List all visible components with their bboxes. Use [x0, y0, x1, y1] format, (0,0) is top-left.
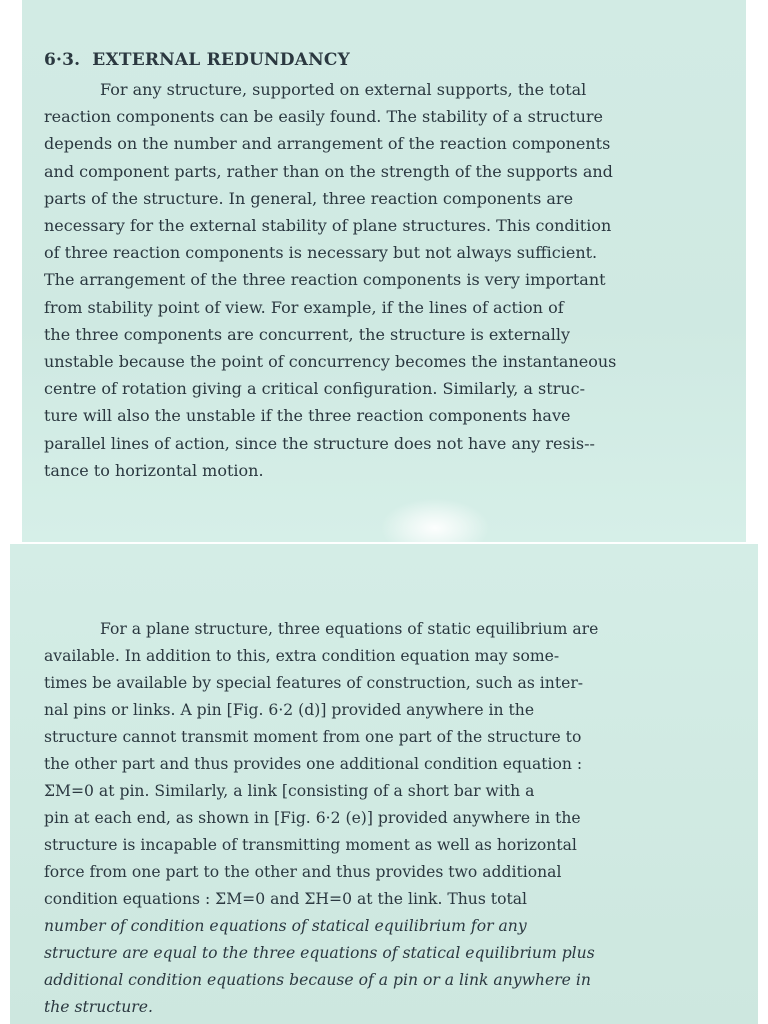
text-line: unstable because the point of concurrency becomes the instantaneous [44, 352, 617, 372]
text-line: available. In addition to this, extra condition equation may some- [44, 647, 560, 665]
text-line: nal pins or links. A pin [Fig. 6·2 (d)] provided anywhere in the [44, 701, 535, 719]
section-title: EXTERNAL REDUNDANCY [92, 50, 350, 70]
text-line: condition equations : ΣM=0 and ΣH=0 at the link. Thus total [44, 890, 528, 908]
text-line: For any structure, supported on external supports, the total [100, 80, 587, 99]
text-line: number of condition equations of statical equilibrium for any [44, 917, 527, 935]
text-line: the other part and thus provides one additional condition equation : [44, 755, 583, 773]
text-line: ture will also the unstable if the three reaction components have [44, 406, 571, 426]
text-line: pin at each end, as shown in [Fig. 6·2 (e)] provided anywhere in the [44, 809, 581, 827]
text-line: The arrangement of the three reaction components is very important [44, 270, 606, 290]
text-line: necessary for the external stability of plane structures. This condition [44, 216, 612, 236]
text-line: times be available by special features of construction, such as inter- [44, 674, 584, 692]
text-line: depends on the number and arrangement of the reaction components [44, 134, 611, 154]
text-line: structure cannot transmit moment from one part of the structure to [44, 728, 582, 746]
text-line: tance to horizontal motion. [44, 460, 264, 480]
text-line: parallel lines of action, since the structure does not have any resis-- [44, 433, 595, 453]
text-line: parts of the structure. In general, three reaction components are [44, 188, 574, 208]
text-line: reaction components can be easily found. The stability of a structure [44, 107, 604, 127]
text-line: of three reaction components is necessary but not always sufficient. [44, 243, 598, 263]
paragraph-external-redundancy [44, 76, 726, 484]
text-line: and component parts, rather than on the strength of the supports and [44, 161, 613, 181]
text-line: centre of rotation giving a critical configuration. Similarly, a struc- [44, 379, 585, 399]
text-line: structure are equal to the three equations of statical equilibrium plus [44, 944, 595, 962]
bottom-page-photo [10, 544, 758, 1024]
text-line: the structure. [44, 998, 153, 1016]
text-line: ΣM=0 at pin. Similarly, a link [consisting of a short bar with a [44, 782, 535, 800]
section-number: 6·3. [44, 50, 81, 70]
text-line: from stability point of view. For example, if the lines of action of [44, 297, 564, 317]
paragraph-condition-equations [44, 616, 734, 1021]
section-heading [44, 50, 726, 70]
text-line: additional condition equations because of a pin or a link anywhere in [44, 971, 591, 989]
text-line: structure is incapable of transmitting moment as well as horizontal [44, 836, 577, 854]
top-page-photo [22, 0, 746, 542]
text-line: For a plane structure, three equations of static equilibrium are [100, 620, 599, 638]
text-line: force from one part to the other and thus provides two additional [44, 863, 562, 881]
text-line: the three components are concurrent, the structure is externally [44, 324, 571, 344]
